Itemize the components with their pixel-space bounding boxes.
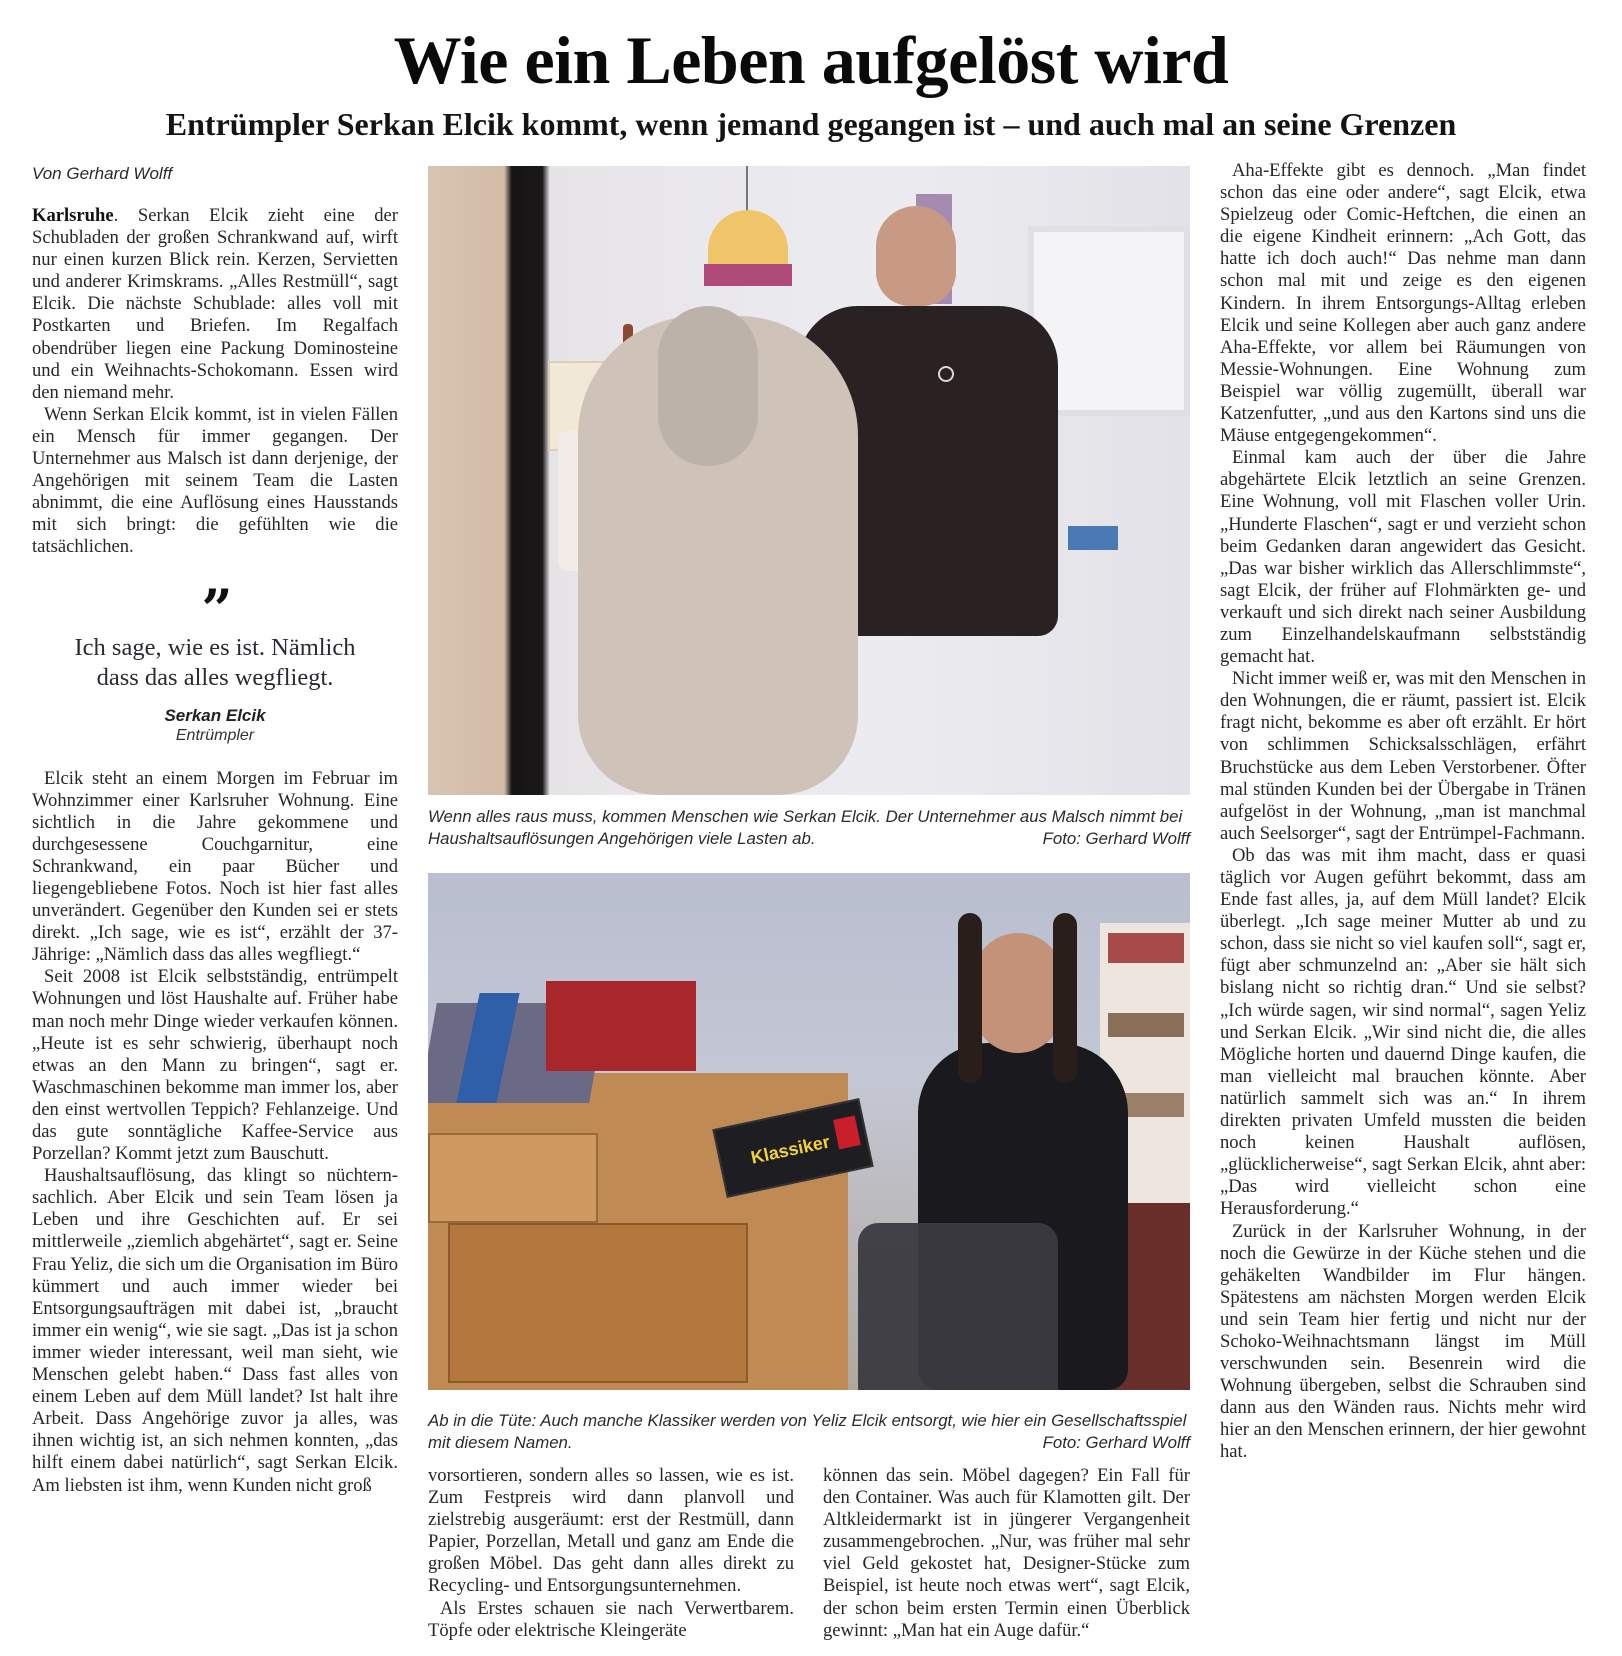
photo-caption-1 [428,806,1190,849]
article-column-4 [1220,160,1586,1464]
photo-credit: Foto: Gerhard Wolff [1042,828,1190,848]
paragraph: Einmal kam auch der über die Jahre abgehärtete Elcik letztlich an seine Grenzen. Eine Wohnung, voll mit Flaschen voller Urin. „Hunderte Flaschen“, sagt er und verzieht schon beim Gedanken daran angewidert das Gesicht. „Das war bisher wirklich das Allerschlimmste“, sagt Elcik, der früher auf Flohmärkten ge- und verkauft und sich direkt nach seiner Ausbildung zum Einzelhandelskaufmann selbstständig gemacht hat. [1220,447,1586,668]
dateline: Karlsruhe [32,205,114,226]
paragraph: können das sein. Möbel dagegen? Ein Fall für den Container. Was auch für Klamotten gilt. Der Altkleidermarkt ist in jüngerer Vergangenheit zusammengebrochen. „Nur, was früher mal sehr viel Geld gekostet hat, Designer-Stücke zum Beispiel, ist heute noch etwas wert“, sagt Elcik, der schon beim ersten Termin einen Überblick gewinnt: „Man hat ein Auge dafür.“ [823,1465,1190,1641]
pull-quote-author: Serkan Elcik [164,705,266,725]
paragraph: Aha-Effekte gibt es dennoch. „Man findet schon das eine oder andere“, sagt Elcik, etwa Spielzeug oder Comic-Heftchen, die einen an die eigene Kindheit erinnern: „Ach Gott, das hatte ich doch auch!“ Das nehme man dann schon mal mit und zeige es den eigenen Kindern. In ihrem Entsorgungs-Alltag erleben Elcik und seine Kollegen aber auch ganz andere Aha-Effekte, vor allem bei Räumungen von Messie-Wohnungen. Eine Wohnung zum Beispiel war völlig zugemüllt, überall war Katzenfutter, „und aus den Kartons sind uns die Mäuse entgegengekommen“. [1220,160,1586,447]
paragraph: Zurück in der Karlsruher Wohnung, in der noch die Gewürze in der Küche stehen und die gehäkelten Wandbilder im Flur hängen. Spätestens am nächsten Morgen werden Elcik und sein Team hier fertig und nicht nur der Schoko-Weihnachtsmann längst im Müll verschwunden sein. Besenrein wird die Wohnung übergeben, selbst die Schrauben sind dann aus den Wänden raus. Nichts mehr wird hier an den Menschen erinnern, der hier gewohnt hat. [1220,1220,1586,1463]
paragraph: Nicht immer weiß er, was mit den Menschen in den Wohnungen, die er räumt, passiert ist. Elcik fragt nicht, bekomme es aber oft erzählt. Er hört von schlimmen Schicksalsschlägen, erfährt Bruchstücke aus dem Leben Verstorbener. Öfter mal stünden Kunden bei der Übergabe in Tränen aufgelöst in der Wohnung, „man ist manchmal auch Seelsorger“, sagt der Entrümpel-Fachmann. [1220,668,1586,844]
pull-quote-role: Entrümpler [175,726,255,744]
article-column-2 [428,1465,794,1642]
quote-mark-icon: ” [201,576,229,641]
caption-text: Wenn alles raus muss, kommen Menschen wie Serkan Elcik. Der Unternehmer aus Malsch nimmt bei Haushaltsauflösungen Angehörigen viele Lasten ab. [428,807,1183,848]
paragraph: Karlsruhe. Serkan Elcik zieht eine der Schubladen der großen Schrankwand auf, wirft nur einen kurzen Blick rein. Kerzen, Servietten und anderer Krimskrams. „Alles Restmüll“, sagt Elcik. Die nächste Schublade: alles voll mit Postkarten und Briefen. Im Regalfach obendrüber liegen eine Packung Dominosteine und ein Weihnachts-Schokomann. Essen wird den niemand mehr. [32,205,398,403]
photo-credit: Foto: Gerhard Wolff [1042,1432,1190,1452]
caption-text: Ab in die Tüte: Auch manche Klassiker werden von Yeliz Elcik entsorgt, wie hier ein Gesellschaftsspiel mit diesem Namen. [428,1411,1187,1452]
game-box-label: Klassiker [749,1131,832,1168]
article-column-1 [32,160,398,1497]
subheadline: Entrümpler Serkan Elcik kommt, wenn jemand gegangen ist – und auch mal an seine Grenzen [165,106,1457,142]
photo-woman-with-game [428,873,1190,1390]
article-column-3 [823,1465,1190,1642]
paragraph: Elcik steht an einem Morgen im Februar im Wohnzimmer einer Karlsruher Wohnung. Eine sichtlich in die Jahre gekommene und durchgesessene Couchgarnitur, eine Schrankwand, ein paar Bücher und liegengebliebene Fotos. Noch ist hier fast alles unverändert. Gegenüber den Kunden sei er stets direkt. „Ich sage, wie es ist“, erzählt der 37-Jährige: „Nämlich dass das alles wegfliegt.“ [32,767,398,966]
paragraph: Wenn Serkan Elcik kommt, ist in vielen Fällen ein Mensch für immer gegangen. Der Unternehmer aus Malsch ist dann derjenige, der Angehörigen mit seinem Team die Lasten abnimmt, die eine Auflösung eines Hausstands mit sich bringt: die gefühlten wie die tatsächlichen. [32,403,398,558]
paragraph: Haushaltsauflösung, das klingt so nüchtern-sachlich. Aber Elcik und sein Team lösen ja Leben und ihre Geschichten auf. Er sei mittlerweile „ziemlich abgehärtet“, sagt er. Seine Frau Yeliz, die sich um die Organisation im Büro kümmert und auch immer wieder bei Entsorgungsaufträgen mit dabei ist, „braucht immer ein wenig“, wie sie sagt. „Das ist ja schon immer wieder interessant, weil man sieht, wie Menschen gelebt haben.“ Dass fast alles von einem Leben auf dem Müll landet? Ist halt ihre Arbeit. Dass Angehörige zuvor ja alles, was ihnen wichtig ist, an sich nehmen konnten, „das hilft einem dabei natürlich“, sagt Serkan Elcik. Am liebsten ist ihm, wenn Kunden nicht groß [32,1165,398,1496]
paragraph: Ob das was mit ihm macht, dass er quasi täglich vor Augen geführt bekommt, dass am Ende fast alles, ja, auf dem Müll landet? Elcik überlegt. „Ich sage meiner Mutter ab und zu schon, dass sie nicht so viel kaufen soll“, sagt er, fügt aber schmunzelnd an: „Aber sie hält sich bislang nicht so richtig dran.“ Und sie selbst? „Ich würde sagen, wir sind normal“, sagen Yeliz und Serkan Elcik. „Wir sind nicht die, die alles Mögliche horten und dauernd Dinge kaufen, die man vielleicht mal brauchen könnte. Aber natürlich sammelt sich was an.“ In ihrem direkten privaten Umfeld mussten die beiden noch keinen Haushalt auflösen, „glücklicherweise“, sagt Serkan Elcik, ahnt aber: „Das wird vielleicht schon eine Herausforderung.“ [1220,844,1586,1220]
paragraph: vorsortieren, sondern alles so lassen, wie es ist. Zum Festpreis wird dann planvoll und zielstrebig ausgeräumt: erst der Restmüll, dann Papier, Porzellan, Metall und ganz am Ende die großen Möbel. Das geht dann alles direkt zu Recycling- und Entsorgungsunternehmen. [428,1465,794,1597]
paragraph: Als Erstes schauen sie nach Verwertbarem. Töpfe oder elektrische Kleingeräte [428,1597,794,1641]
pull-quote [32,576,398,746]
paragraph: Seit 2008 ist Elcik selbstständig, entrümpelt Wohnungen und löst Haushalte auf. Früher habe man noch mehr Dinge wieder verkaufen können. „Heute ist es sehr schwierig, überhaupt noch etwas an den Mann zu bringen“, sagt er. Waschmaschinen bekomme man immer los, aber den einst wertvollen Teppich? Fehlanzeige. Und das gute sonntägliche Kaffee-Service aus Porzellan? Kommt jetzt zum Bauschutt. [32,966,398,1165]
headline: Wie ein Leben aufgelöst wird [393,22,1229,98]
photo-man-with-sack [428,166,1190,795]
pull-quote-text: Ich sage, wie es ist. Nämlich dass das alles wegfliegt. [74,633,356,691]
byline: Von Gerhard Wolff [32,164,173,183]
photo-caption-2 [428,1410,1190,1453]
